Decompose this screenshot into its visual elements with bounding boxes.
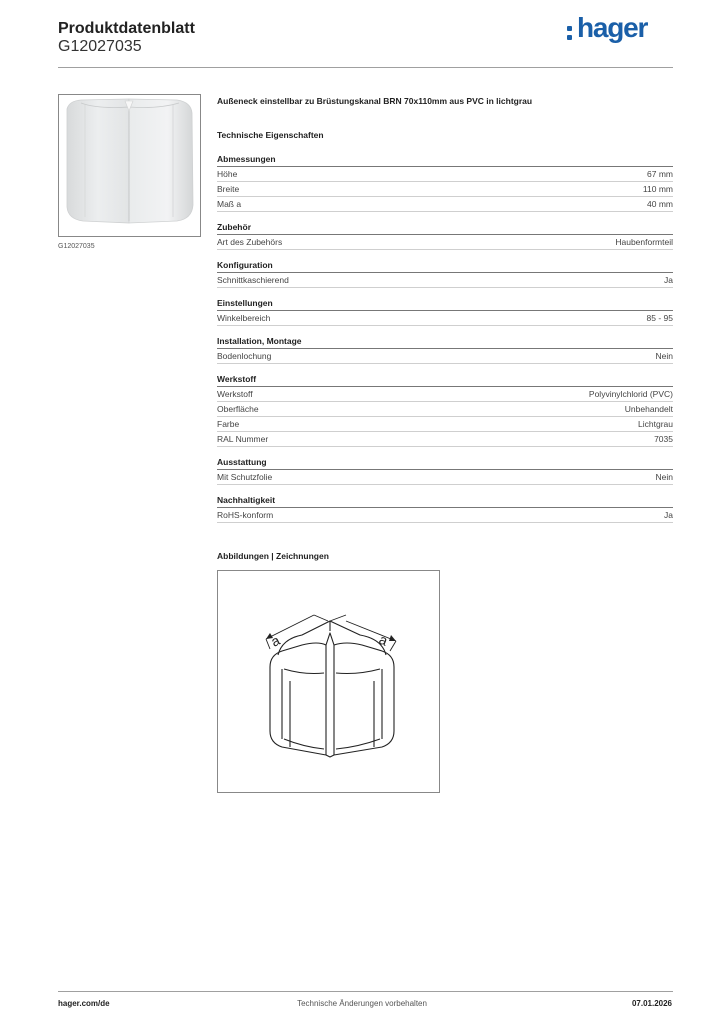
property-label: Oberfläche (217, 404, 259, 414)
property-label: RoHS-konform (217, 510, 274, 520)
property-value: Unbehandelt (624, 404, 673, 414)
property-row (217, 470, 673, 485)
property-label: Farbe (217, 419, 240, 429)
property-label: Maß a (217, 199, 242, 209)
property-label: Art des Zubehörs (217, 237, 283, 247)
drawings-heading: Abbildungen | Zeichnungen (217, 551, 329, 561)
property-value: 110 mm (642, 184, 673, 194)
footer-notice: Technische Änderungen vorbehalten (297, 999, 427, 1008)
property-row (217, 402, 673, 417)
logo-text: hager (577, 12, 648, 43)
property-label: Bodenlochung (217, 351, 272, 361)
hager-logo (567, 14, 657, 48)
drawing-image (218, 571, 439, 792)
property-value: 85 - 95 (646, 313, 673, 323)
group-title: Konfiguration (217, 260, 673, 273)
technical-drawing (217, 570, 440, 793)
property-value: 67 mm (647, 169, 673, 179)
property-group (217, 222, 673, 250)
product-photo (58, 94, 201, 237)
group-title: Ausstattung (217, 457, 673, 470)
group-title: Nachhaltigkeit (217, 495, 673, 508)
property-group (217, 298, 673, 326)
property-value: Nein (655, 472, 673, 482)
logo-dot-icon (567, 35, 572, 40)
property-value: Lichtgrau (638, 419, 673, 429)
header-divider (58, 67, 673, 68)
property-value: Haubenformteil (615, 237, 673, 247)
property-row (217, 387, 673, 402)
photo-caption: G12027035 (58, 243, 95, 250)
property-row (217, 167, 673, 182)
property-value: Ja (664, 275, 673, 285)
property-group (217, 374, 673, 447)
product-description: Außeneck einstellbar zu Brüstungskanal BRN 70x110mm aus PVC in lichtgrau (217, 96, 533, 106)
property-row (217, 432, 673, 447)
dimension-label-right: a (376, 630, 391, 649)
footer-divider (58, 991, 673, 992)
property-label: Winkelbereich (217, 313, 271, 323)
product-photo-image (59, 95, 200, 236)
document-title: Produktdatenblatt (58, 20, 195, 37)
group-title: Installation, Montage (217, 336, 673, 349)
product-details (217, 96, 673, 523)
technical-properties-heading: Technische Eigenschaften (217, 130, 324, 140)
property-label: Mit Schutzfolie (217, 472, 273, 482)
property-label: Schnittkaschierend (217, 275, 289, 285)
group-title: Abmessungen (217, 154, 673, 167)
property-label: Breite (217, 184, 240, 194)
property-group (217, 457, 673, 485)
property-row (217, 417, 673, 432)
product-number: G12027035 (58, 38, 142, 55)
group-title: Zubehör (217, 222, 673, 235)
property-row (217, 197, 673, 212)
property-groups (217, 154, 673, 523)
property-label: Höhe (217, 169, 238, 179)
property-value: Polyvinylchlorid (PVC) (588, 389, 673, 399)
property-value: 40 mm (647, 199, 673, 209)
logo-dot-icon (567, 26, 572, 31)
property-group (217, 260, 673, 288)
property-row (217, 273, 673, 288)
property-row (217, 508, 673, 523)
property-group (217, 336, 673, 364)
property-group (217, 495, 673, 523)
property-row (217, 311, 673, 326)
property-label: RAL Nummer (217, 434, 269, 444)
group-title: Einstellungen (217, 298, 673, 311)
footer-date: 07.01.2026 (631, 999, 672, 1008)
property-row (217, 349, 673, 364)
property-value: Nein (655, 351, 673, 361)
property-row (217, 182, 673, 197)
property-group (217, 154, 673, 212)
group-title: Werkstoff (217, 374, 673, 387)
property-row (217, 235, 673, 250)
property-value: Ja (664, 510, 673, 520)
property-value: 7035 (654, 434, 673, 444)
property-label: Werkstoff (217, 389, 253, 399)
footer-website: hager.com/de (58, 999, 110, 1008)
dimension-label-left: a (268, 631, 283, 650)
